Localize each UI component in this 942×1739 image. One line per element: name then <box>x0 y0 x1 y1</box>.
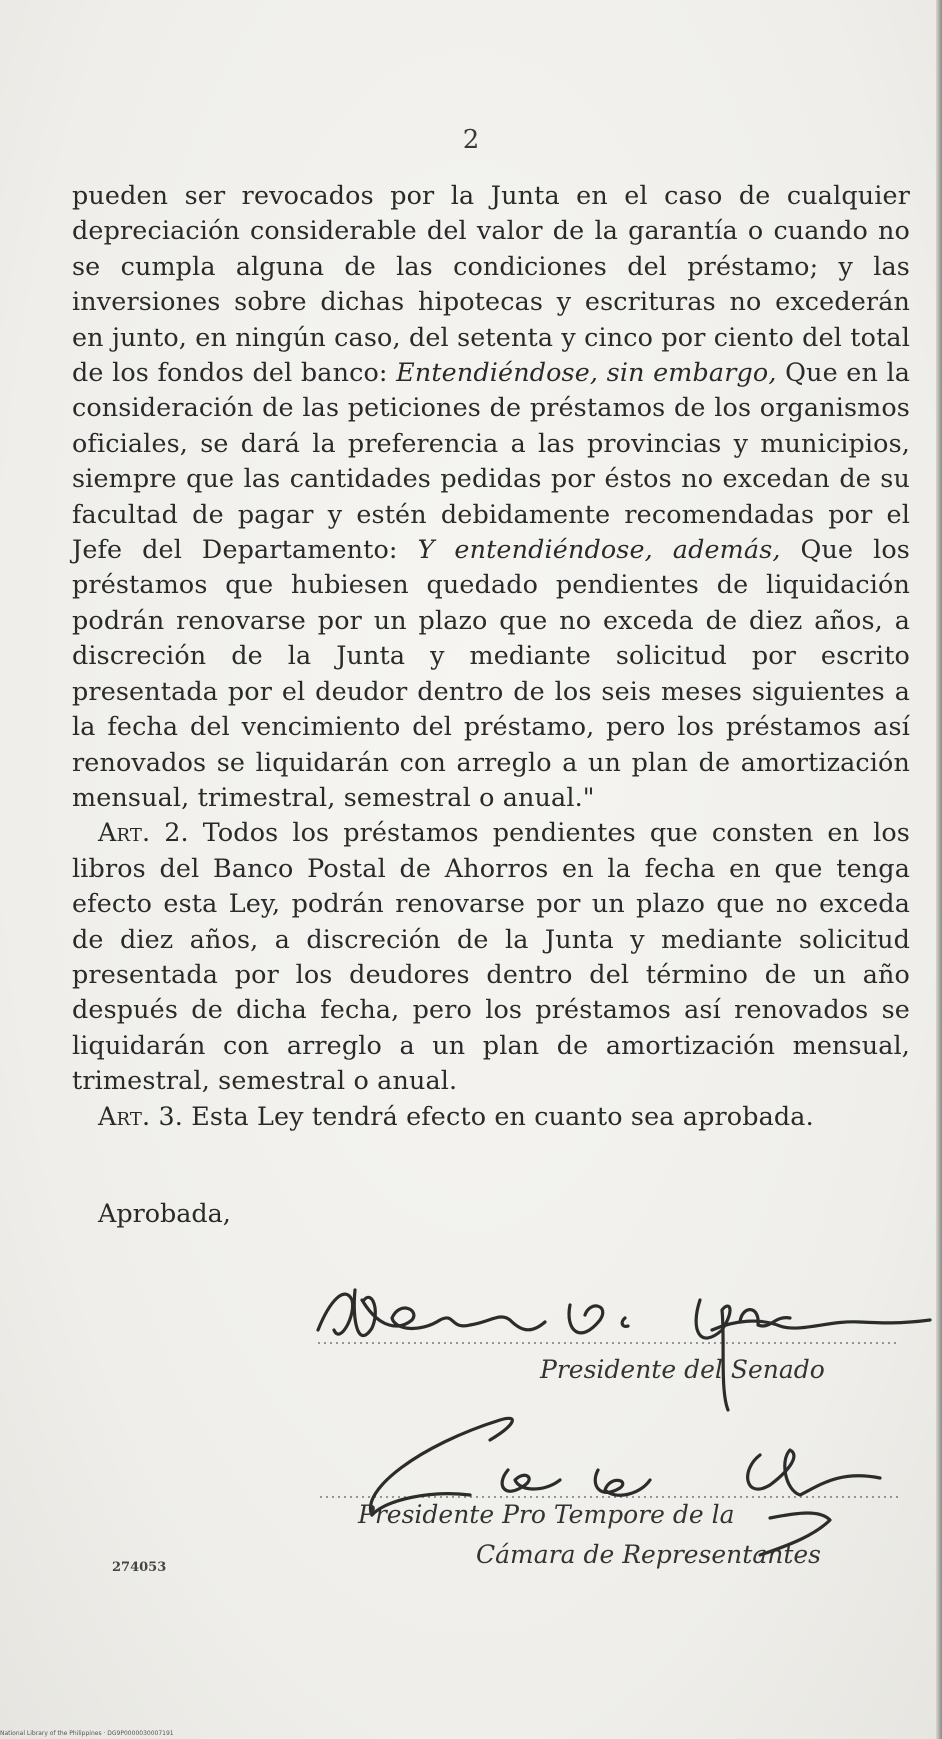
approved-label: Aprobada, <box>98 1198 231 1228</box>
document-code: 274053 <box>112 1560 167 1575</box>
article-2-text: Todos los préstamos pendientes que consten en los libros del Banco Postal de Ahorros en la fecha en que tenga efecto esta Ley, podrán renovarse por un plazo que no exceda de diez años, a discreción de la Junta y mediante solicitud presentada por los deudores dentro del término de un año después de dicha fecha, pero los préstamos así renovados se liquidarán con arreglo a un plan de amortización mensual, trimestral, semestral o anual. <box>72 817 910 1096</box>
senate-president-signature <box>318 1290 930 1410</box>
article-2-label: Art. 2. <box>98 817 189 848</box>
p1-text-a: pueden ser revocados por la Junta en el caso de cualquier depreciación considerable del valor de la garantía o cuando no se cumpla alguna de las condiciones del préstamo; y las inversiones sobre dichas hipotecas y escrituras no excederán en junto, en ningún caso, del setenta y cinco por ciento del total de los fondos del banco: <box>72 180 910 388</box>
p1-proviso-2: Y entendiéndose, además, <box>417 534 781 565</box>
p1-text-e: Que los préstamos que hubiesen quedado pendientes de liquidación podrán renovarse por un plazo que no exceda de diez años, a discreción de la Junta y mediante solicitud por escrito presentada por el deudor dentro de los seis meses siguientes a la fecha del vencimiento del préstamo, pero los préstamos así renovados se liquidarán con arreglo a un plan de amortización mensual, trimestral, semestral o anual." <box>72 534 910 812</box>
house-president-title-line1: Presidente Pro Tempore de la <box>358 1500 735 1529</box>
article-3-text: Esta Ley tendrá efecto en cuanto sea aprobada. <box>183 1100 814 1131</box>
page-number: 2 <box>462 125 480 155</box>
footer-caption: National Library of the Philippines · DG9P0000030007191 <box>0 1730 174 1737</box>
house-president-signature <box>370 1418 880 1555</box>
p1-text-c: Que en la consideración de las peticiones de préstamos de los organismos oficiales, se dará la preferencia a las provincias y municipios, siempre que las cantidades pedidas por éstos no excedan de su facultad de pagar y estén debidamente recomendadas por el Jefe del Departamento: <box>72 357 911 565</box>
senate-president-title: Presidente del Senado <box>540 1355 825 1384</box>
house-president-title-line2: Cámara de Representantes <box>476 1540 822 1569</box>
p1-proviso-1: Entendiéndose, sin embargo, <box>396 357 777 388</box>
article-3-label: Art. 3. <box>98 1100 183 1131</box>
